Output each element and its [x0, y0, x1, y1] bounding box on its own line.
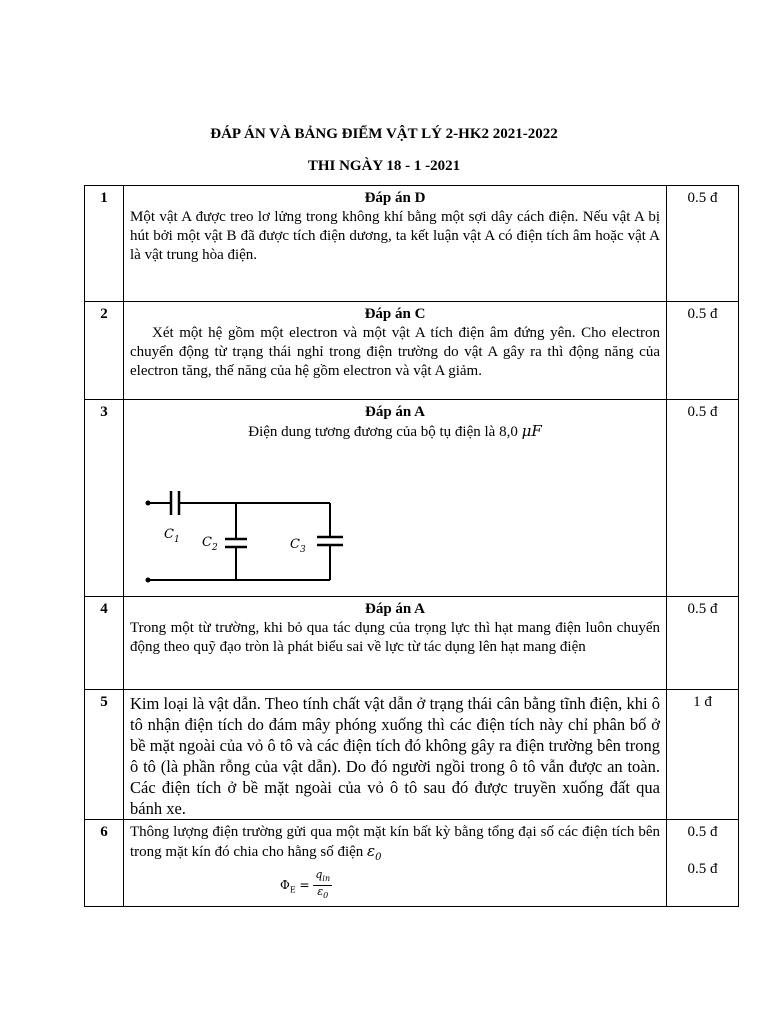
- answer-text: Xét một hệ gồm một electron và một vật A tích điện âm đứng yên. Cho electron chuyển động từ trạng thái nghỉ trong điện trường do vật A gây ra thì động năng của electron tăng, thế năng của hệ gồm electron và vật A giảm.: [130, 325, 660, 379]
- score-cell: [667, 820, 739, 907]
- document-title: ĐÁP ÁN VÀ BẢNG ĐIỂM VẬT LÝ 2-HK2 2021-2022: [210, 126, 558, 142]
- terminal-bottom: [146, 578, 151, 583]
- score-cell: 0.5 đ: [667, 597, 739, 690]
- score-cell: 0.5 đ: [667, 400, 739, 597]
- answer-label: Đáp án D: [364, 190, 426, 206]
- answer-text: Một vật A được treo lơ lửng trong không khí bằng một sợi dây cách điện. Nếu vật A bị hút bởi một vật B đã được tích điện dương, ta kết luận vật A có điện tích âm hoặc vật A là vật trung hòa điện.: [130, 209, 660, 263]
- answer-text: [130, 823, 660, 867]
- score-cell: 0.5 đ: [667, 186, 739, 302]
- answer-cell: [124, 186, 667, 302]
- question-number: 1: [85, 186, 124, 302]
- question-number: 6: [85, 820, 124, 907]
- answer-text-body: Thông lượng điện trường gửi qua một mặt kín bất kỳ bằng tổng đại số các điện tích bên trong mặt kín đó chia cho hằng số điện: [130, 824, 660, 860]
- gauss-law-formula: $\Phi_E$ = $\frac{q_{in}}{\varepsilon_0}$: [280, 868, 331, 901]
- epsilon-symbol: $\varepsilon_0$: [367, 842, 382, 863]
- answer-text: Kim loại là vật dẫn. Theo tính chất vật dẫn ở trạng thái cân bằng tĩnh điện, khi ô tô nhận điện tích do đám mây phóng xuống thì các điện tích này chỉ phân bố ở bề mặt ngoài của vỏ ô tô và các điện tích đó không gây ra điện trường bên trong ô tô (là phần rỗng của vật dẫn). Do đó người ngồi trong ô tô vẫn được an toàn. Các điện tích ở bề mặt ngoài của vỏ ô tô sau đó được truyền xuống đất qua bánh xe.: [130, 694, 660, 818]
- capacitor-circuit-diagram: [144, 486, 364, 596]
- answer-cell: [124, 400, 667, 597]
- label-c2: $C_2$: [202, 535, 218, 553]
- answer-cell: [124, 302, 667, 400]
- answer-cell: [124, 690, 667, 820]
- score-cell: 1 đ: [667, 690, 739, 820]
- answer-label: Đáp án A: [364, 404, 426, 420]
- answer-cell: [124, 820, 667, 907]
- table-row: [85, 400, 739, 597]
- answer-text-prefix: Điện dung tương đương của bộ tụ điện là 8,0: [248, 424, 522, 440]
- score-part-2: 0.5 đ: [687, 861, 718, 877]
- question-number: 4: [85, 597, 124, 690]
- answer-label: Đáp án C: [364, 306, 426, 322]
- answer-table: [84, 185, 739, 907]
- question-number: 2: [85, 302, 124, 400]
- table-row: [85, 186, 739, 302]
- label-c1: $C_1$: [164, 527, 180, 545]
- label-c3: $C_3$: [290, 537, 306, 555]
- table-row: [85, 597, 739, 690]
- exam-date: THI NGÀY 18 - 1 -2021: [307, 158, 461, 174]
- table-row: [85, 302, 739, 400]
- table-row: [85, 690, 739, 820]
- answer-text: [130, 422, 660, 442]
- question-number: 3: [85, 400, 124, 597]
- terminal-top: [146, 501, 151, 506]
- score-cell: 0.5 đ: [667, 302, 739, 400]
- table-row: [85, 820, 739, 907]
- formula-fraction: $\frac{q_{in}}{\varepsilon_0}$: [315, 868, 331, 901]
- answer-text: Trong một từ trường, khi bỏ qua tác dụng của trọng lực thì hạt mang điện luôn chuyển động theo quỹ đạo tròn là phát biểu sai về lực từ tác dụng lên hạt mang điện: [130, 620, 660, 655]
- score-part-1: 0.5 đ: [687, 824, 718, 840]
- answer-label: Đáp án A: [364, 601, 426, 617]
- answer-cell: [124, 597, 667, 690]
- unit-microfarad: μF: [521, 422, 542, 440]
- question-number: 5: [85, 690, 124, 820]
